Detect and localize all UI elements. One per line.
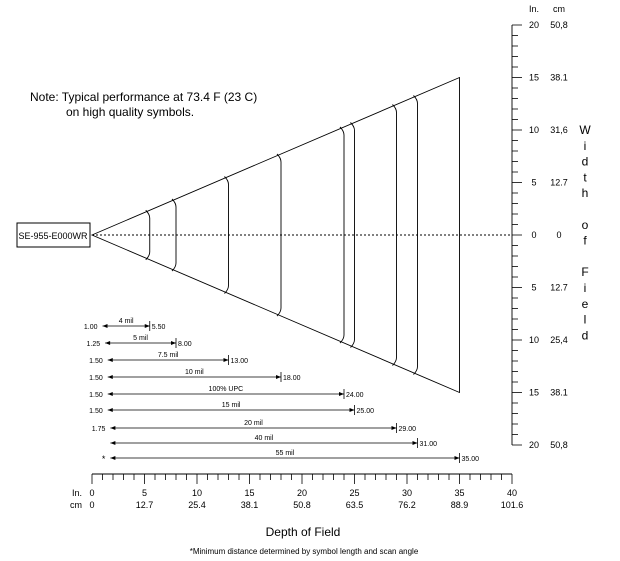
y-tick-label-cm: 12.7: [550, 282, 568, 293]
y-tick-label-in: 5: [531, 177, 537, 188]
range-bar-end-value: 5.50: [151, 324, 166, 331]
range-bar-end-value: 25.00: [356, 408, 375, 415]
range-bar-start-value: 1.50: [89, 358, 103, 365]
range-bar-arrow-left: [110, 426, 115, 430]
y-title-char: d: [581, 328, 589, 343]
range-bar-start-value: 1.50: [89, 392, 103, 399]
x-tick-label-in: 20: [296, 488, 308, 498]
x-tick-label-cm: 50.8: [293, 500, 311, 510]
range-bar-label: 10 mil: [185, 369, 204, 376]
range-bar-arrow-left: [108, 408, 113, 412]
range-bar-label: 100% UPC: [208, 386, 244, 393]
range-bar-arrow-right: [276, 375, 281, 379]
x-tick-label-in: 25: [349, 488, 360, 498]
y-tick-label-cm: 25,4: [550, 335, 568, 345]
range-bar-arrow-left: [103, 324, 108, 328]
range-bar-label: 15 mil: [221, 402, 241, 409]
x-tick-label-cm: 76.2: [398, 500, 416, 510]
range-bar-end-value: 31.00: [419, 441, 438, 448]
range-bar-end-value: 8.00: [178, 341, 192, 348]
x-unit-cm: cm: [70, 500, 82, 510]
y-tick-label-cm: 50,8: [550, 20, 568, 30]
y-title-char: W: [579, 123, 591, 137]
range-bar-end-value: 18.00: [283, 375, 301, 382]
y-tick-label-in: 15: [528, 387, 540, 398]
range-bar-arrow-right: [455, 456, 460, 460]
y-tick-label-in: 20: [528, 440, 540, 450]
range-bar-label: 7.5 mil: [157, 352, 179, 359]
range-bar-arrow-right: [350, 408, 355, 412]
x-tick-label-cm: 0: [89, 500, 95, 510]
range-bar-start-value: 1.50: [89, 375, 103, 382]
y-tick-label-cm: 38.1: [550, 387, 568, 398]
y-tick-label-in: 10: [528, 125, 540, 135]
range-bar-arrow-left: [108, 375, 113, 379]
x-tick-label-cm: 88.9: [450, 500, 469, 510]
y-tick-label-in: 5: [531, 282, 537, 293]
y-tick-label-in: 15: [528, 72, 540, 83]
y-title-char: t: [583, 170, 587, 185]
range-bar-start-value: 1.50: [89, 408, 103, 415]
range-bar-end-value: 35.00: [461, 456, 480, 463]
range-bar-arrow-left: [105, 341, 110, 345]
x-tick-label-in: 30: [401, 488, 413, 498]
x-axis-title: Depth of Field: [265, 525, 341, 539]
range-bar-start-value: *: [101, 454, 106, 464]
y-title-char: i: [583, 138, 587, 153]
x-tick-label-in: 0: [89, 488, 95, 498]
range-bar-group: [89, 402, 374, 415]
range-bar-arrow-right: [171, 341, 176, 345]
y-title-char: h: [581, 186, 589, 201]
range-bar-end-value: 24.00: [346, 392, 364, 399]
y-unit-in: In.: [528, 4, 540, 14]
range-bar-start-value: 1.75: [91, 426, 106, 433]
y-title-char: f: [583, 233, 587, 248]
field-of-view: [92, 78, 512, 393]
range-bar-group: [89, 369, 300, 382]
x-tick-label-in: 35: [454, 488, 465, 498]
y-tick-label-cm: 12.7: [550, 177, 568, 188]
scanner-label: SE-955-E000WR: [18, 231, 88, 241]
y-tick-label-cm: 38.1: [550, 72, 568, 83]
y-tick-label-cm: 50,8: [550, 440, 568, 450]
range-bar-end-value: 13.00: [230, 358, 249, 365]
y-tick-label-in: 0: [531, 230, 537, 240]
x-tick-label-cm: 25.4: [188, 500, 206, 510]
range-bar-group: [102, 450, 479, 464]
range-bar-label: 40 mil: [254, 435, 274, 442]
range-bar-arrow-left: [110, 441, 115, 445]
range-bar-label: 20 mil: [244, 420, 263, 427]
range-bar-arrow-right: [339, 392, 344, 396]
note-line-1: Note: Typical performance at 73.4 F (23 C): [30, 90, 258, 104]
range-bar-group: [87, 335, 192, 348]
y-title-char: [583, 202, 586, 216]
y-tick-label-in: 10: [528, 335, 540, 345]
x-axis: [70, 474, 523, 510]
x-unit-in: In.: [71, 488, 82, 498]
y-tick-label-cm: 0: [556, 230, 562, 240]
x-tick-label-in: 5: [141, 488, 148, 498]
y-title-char: o: [581, 217, 589, 232]
range-bar-group: [89, 352, 248, 365]
range-bar-arrow-right: [145, 324, 150, 328]
range-bar-arrow-right: [224, 358, 229, 362]
range-bar-arrow-left: [110, 456, 115, 460]
range-bar-label: 55 mil: [275, 450, 295, 457]
range-bar-arrow-left: [108, 358, 113, 362]
range-bar-group: [84, 318, 166, 331]
y-title-char: [583, 249, 586, 263]
x-tick-label-cm: 12.7: [135, 500, 154, 510]
y-title-char: l: [583, 312, 587, 327]
x-tick-label-in: 10: [191, 488, 203, 498]
x-tick-label-cm: 63.5: [345, 500, 364, 510]
y-tick-label-cm: 31,6: [550, 125, 568, 135]
footnote: *Minimum distance determined by symbol length and scan angle: [189, 547, 419, 556]
range-bar-end-value: 29.00: [398, 426, 417, 433]
y-title-char: e: [581, 296, 589, 311]
x-tick-label-cm: 101.6: [500, 500, 524, 510]
range-bar-group: [92, 420, 416, 433]
y-title-char: d: [581, 154, 589, 169]
y-unit-cm: cm: [553, 4, 565, 14]
range-bar-arrow-left: [108, 392, 113, 396]
y-axis: [512, 4, 568, 450]
y-tick-label-in: 20: [528, 20, 540, 30]
x-tick-label-in: 40: [506, 488, 518, 498]
range-bar-label: 5 mil: [133, 335, 148, 342]
range-bar-label: 4 mil: [118, 318, 134, 325]
y-title-char: i: [583, 281, 587, 295]
y-title-char: F: [581, 265, 589, 280]
range-bar-group: [110, 435, 437, 448]
x-tick-label-cm: 38.1: [240, 500, 259, 510]
range-bar-start-value: 1.25: [86, 341, 101, 348]
range-bar-start-value: 1.00: [83, 324, 98, 331]
range-bar-group: [89, 386, 363, 399]
range-bar-arrow-right: [413, 441, 418, 445]
range-bars: [84, 318, 479, 464]
y-axis-title: [579, 123, 591, 342]
x-tick-label-in: 15: [244, 488, 255, 498]
note-line-2: on high quality symbols.: [66, 105, 195, 119]
range-bar-arrow-right: [392, 426, 397, 430]
